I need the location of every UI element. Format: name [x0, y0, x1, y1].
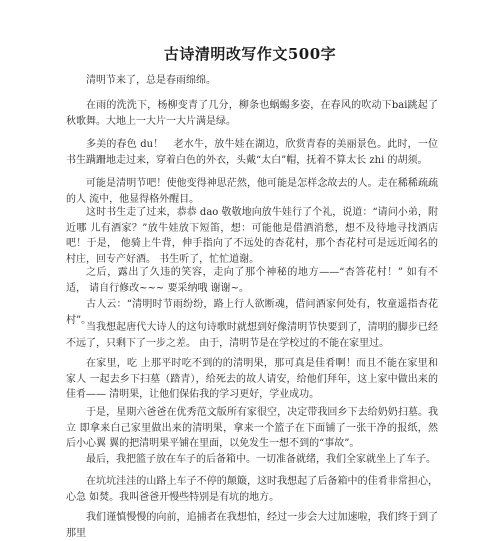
paragraph-4: 可能是清明节吧！使他变得神思茫然，他可能是怎样念故去的人。走在稀稀疏疏的人 流中，他显得格外醒目。 [66, 178, 438, 205]
paragraph-13: 我们谨慎慢慢的向前，追捕者在我想怕，经过一步会大过加速啦，我们终于到了 那里 [66, 512, 438, 539]
paragraph-1: 清明节来了，总是春雨绵绵。 [86, 75, 216, 86]
document-title: 古诗清明改写作文500字 [163, 45, 337, 63]
paragraph-2: 在雨的洗洗下，杨柳变青了几分，柳条也蜗蜴多姿，在春风的吹动下bai跳起了秋歌舞。大地上一大片一大片满是绿。 [66, 100, 438, 127]
paragraph-6: 之后，露出了久违的笑容，走向了那个神秘的地方——“杏答花村！” 如有不适， 请自行修改~~~ 要采纳哦 谢谢~。 [66, 267, 438, 294]
paragraph-12: 在坑坑洼洼的山路上车子不停的颠簸，这时我想起了后备箱中的佳肴非常担心，心急 如焚。我叫爸爸开慢些特别是有坑的地方。 [66, 476, 438, 503]
paragraph-9: 在家里，吃 上那平时吃不到的的清明果，那可真是佳肴啊！而且不能在家里和家人 一起去乡下扫墓（踏青），给死去的故人请安，给他们拜年，这上家中做出来的佳肴—— 清明果，让他们保佑我的学习更好，学业成功。 [66, 358, 438, 400]
paragraph-10: 于是，星期六爸爸在优秀范文版所有家很空，决定带我回乡下去给奶奶扫墓。我立 即拿来白己家里做出来的清明果，拿来一个篮子在下面铺了一张干净的报纸，然后小心翼 翼的把清明果平铺在里面，以免发生一想不到的“事故”。 [66, 407, 438, 449]
paragraph-3: 多美的春色 du！ 老水牛，放牛娃在湖边，欣赏青春的美丽景色。此时，一位书生蹒跚地走过来，穿着白色的外衣，头戴“太白”帽，抚着不算太长 zhi 的胡须。 [66, 139, 438, 166]
paragraph-11: 最后，我把篮子放在车子的后备箱中。一切准备就绪，我们全家就坐上了车子。 [86, 454, 436, 465]
paragraph-8: 当我想起唐代大诗人的这句诗歌时就想到好像清明节快要到了，清明的脚步已经不远了，只剩下了一步之差。 由于，清明节是在学校过的不能在家里过。 [66, 322, 438, 349]
paragraph-7: 古人云：“清明时节雨纷纷，路上行人欲断魂，借问酒家何处有，牧童遥指杏花村”。 [66, 299, 438, 326]
paragraph-5: 这时书生走了过来，恭恭 dao 敬敬地向放牛娃行了个礼，说道：“请问小弟，附近哪 儿有酒家？”放牛娃放下短笛，想：可能他是借酒消愁，想不及待地寻找酒店吧！于是， 他骑上牛背，伸手指向了不远处的杏花村，那个杏花村可是远近闻名的村庄，回专产好酒。 书生听了，忙忙道谢。 [66, 207, 438, 265]
